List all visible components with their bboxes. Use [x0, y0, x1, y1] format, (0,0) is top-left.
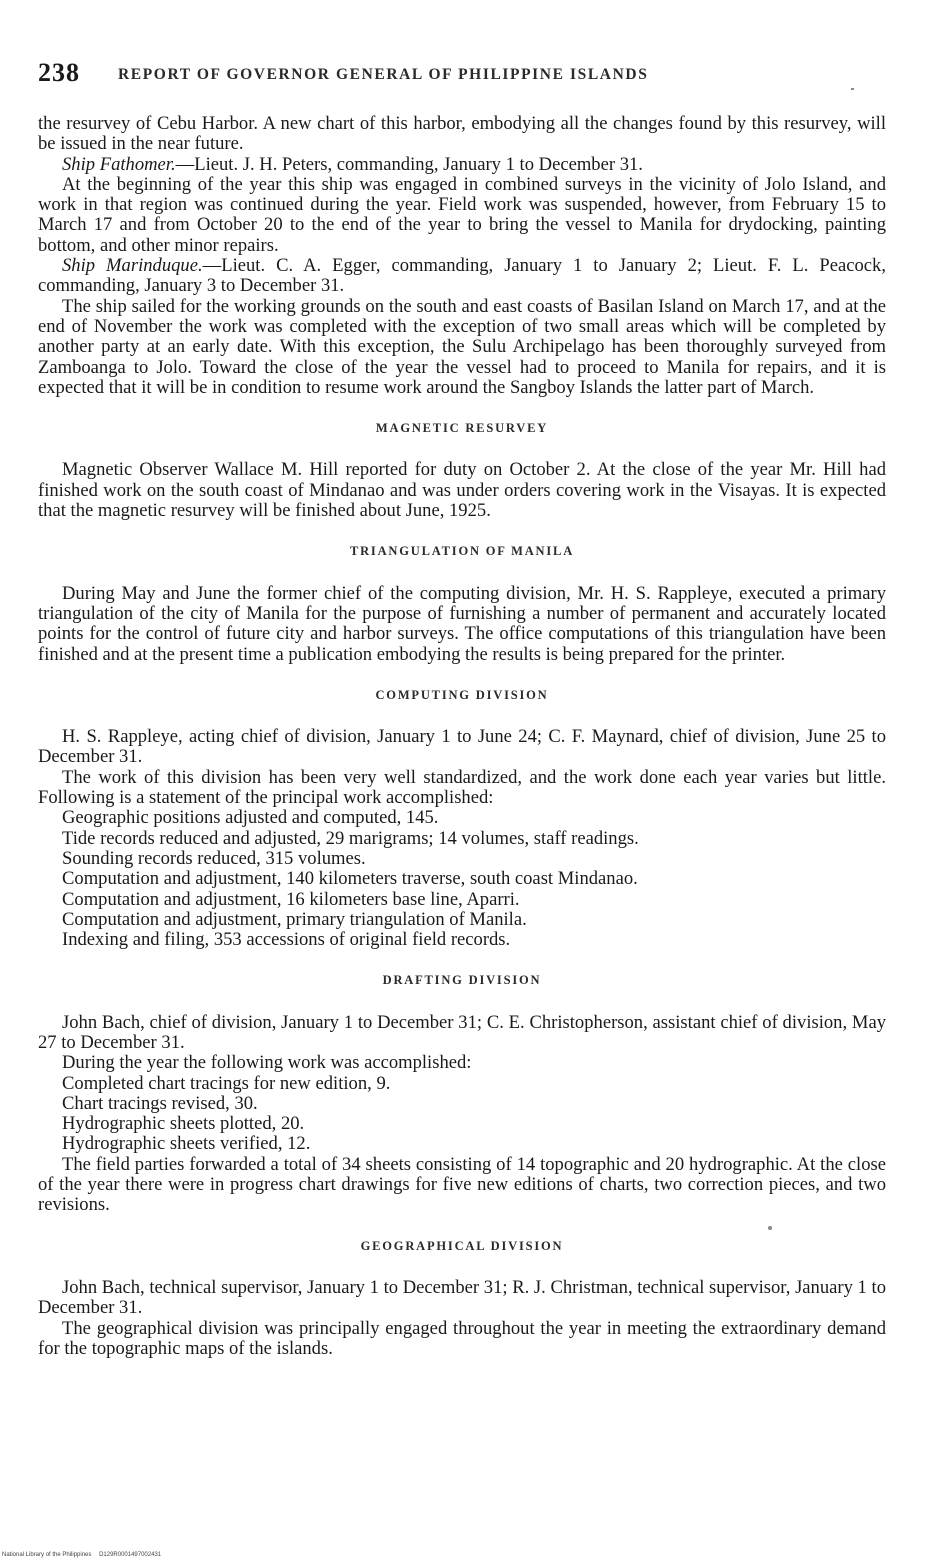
list-item: Tide records reduced and adjusted, 29 marigrams; 14 volumes, staff readings.	[62, 827, 639, 849]
geographical-paragraph-2: The geographical division was principally engaged throughout the year in meeting the extraordinary demand for the topographic maps of the islands.	[38, 1317, 886, 1359]
section-heading-triangulation: TRIANGULATION OF MANILA	[349, 544, 575, 559]
ship-name-fathomer: Ship Fathomer.	[62, 153, 176, 175]
fathomer-lead	[38, 155, 886, 175]
drafting-paragraph-2: During the year the following work was accomplished:	[62, 1052, 472, 1074]
scan-speck	[768, 1226, 772, 1230]
page-body	[38, 114, 886, 1359]
page-number: 238	[38, 58, 80, 87]
footer-library: National Library of the Philippines	[2, 1552, 92, 1558]
scan-footer	[2, 1552, 167, 1558]
drafting-paragraph-1: John Bach, chief of division, January 1 to December 31; C. E. Christopherson, assistant chief of division, May 27 to December 31.	[38, 1011, 886, 1053]
footer-code: D129R0001497002431	[99, 1552, 162, 1558]
magnetic-paragraph: Magnetic Observer Wallace M. Hill reported for duty on October 2. At the close of the year Mr. Hill had finished work on the south coast of Mindanao and was under orders covering work in the Visayas. It is expected that the magnetic resurvey will be finished about June, 1925.	[38, 459, 886, 522]
list-item: Hydrographic sheets verified, 12.	[62, 1133, 311, 1155]
fathomer-paragraph: At the beginning of the year this ship was engaged in combined surveys in the vicinity of Jolo Island, and work in that region was continued during the year. Field work was suspended, however, from February 15 to March 17 and from October 20 to the end of the year to bring the vessel to Manila for drydocking, painting bottom, and other minor repairs.	[38, 173, 886, 256]
drafting-list	[38, 1074, 886, 1155]
triangulation-paragraph: During May and June the former chief of the computing division, Mr. H. S. Rappleye, executed a primary triangulation of the city of Manila for the purpose of furnishing a number of permanent and accurately located points for the control of future city and harbor surveys. The office computations of this triangulation have been finished and at the present time a publication embodying the results is being prepared for the printer.	[38, 582, 886, 665]
intro-paragraph: the resurvey of Cebu Harbor. A new chart of this harbor, embodying all the changes found by this resurvey, will be issued in the near future.	[38, 113, 886, 155]
marinduque-lead-text: —Lieut. C. A. Egger, commanding, January 1 to January 2; Lieut. F. L. Peacock, commanding, January 3 to December 31.	[38, 255, 886, 297]
list-item: Computation and adjustment, 16 kilometers base line, Aparri.	[62, 888, 520, 910]
drafting-paragraph-3: The field parties forwarded a total of 34 sheets consisting of 14 topographic and 20 hydrographic. At the close of the year there were in progress chart drawings for five new editions of charts, two correction pieces, and two revisions.	[38, 1153, 886, 1216]
geographical-paragraph-1: John Bach, technical supervisor, January 1 to December 31; R. J. Christman, technical supervisor, January 1 to December 31.	[38, 1276, 886, 1319]
list-item: Chart tracings revised, 30.	[62, 1092, 258, 1114]
list-item: Computation and adjustment, primary triangulation of Manila.	[62, 908, 527, 930]
marinduque-lead	[38, 256, 886, 297]
section-heading-computing: COMPUTING DIVISION	[375, 687, 549, 702]
section-heading-geographical: GEOGRAPHICAL DIVISION	[360, 1238, 564, 1253]
list-item: Hydrographic sheets plotted, 20.	[62, 1113, 305, 1135]
computing-list	[38, 808, 886, 950]
fathomer-lead-text: —Lieut. J. H. Peters, commanding, January 1 to December 31.	[175, 153, 643, 175]
list-item: Completed chart tracings for new edition, 9.	[62, 1072, 391, 1094]
running-head: REPORT OF GOVERNOR GENERAL OF PHILIPPINE ISLANDS	[118, 66, 649, 83]
section-heading-magnetic: MAGNETIC RESURVEY	[375, 421, 549, 436]
scan-speck	[851, 88, 854, 90]
computing-paragraph-2: The work of this division has been very well standardized, and the work done each year varies but little. Following is a statement of the principal work accomplished:	[38, 766, 886, 809]
page-header	[38, 58, 886, 90]
list-item: Sounding records reduced, 315 volumes.	[62, 847, 366, 869]
list-item: Indexing and filing, 353 accessions of original field records.	[62, 929, 511, 951]
list-item: Geographic positions adjusted and computed, 145.	[62, 807, 439, 829]
list-item: Computation and adjustment, 140 kilometers traverse, south coast Mindanao.	[62, 868, 638, 890]
marinduque-paragraph: The ship sailed for the working grounds on the south and east coasts of Basilan Island on March 17, and at the end of November the work was completed with the exception of two small areas which will be completed by another party at an early date. With this exception, the Sulu Archipelago has been thoroughly surveyed from Zamboanga to Jolo. Toward the close of the year the vessel had to proceed to Manila for repairs, and it is expected that it will be in condition to resume work around the Sangboy Islands the latter part of March.	[38, 295, 886, 398]
section-heading-drafting: DRAFTING DIVISION	[382, 973, 542, 988]
computing-paragraph-1: H. S. Rappleye, acting chief of division, January 1 to June 24; C. F. Maynard, chief of division, June 25 to December 31.	[38, 726, 886, 768]
ship-name-marinduque: Ship Marinduque.	[62, 255, 203, 277]
